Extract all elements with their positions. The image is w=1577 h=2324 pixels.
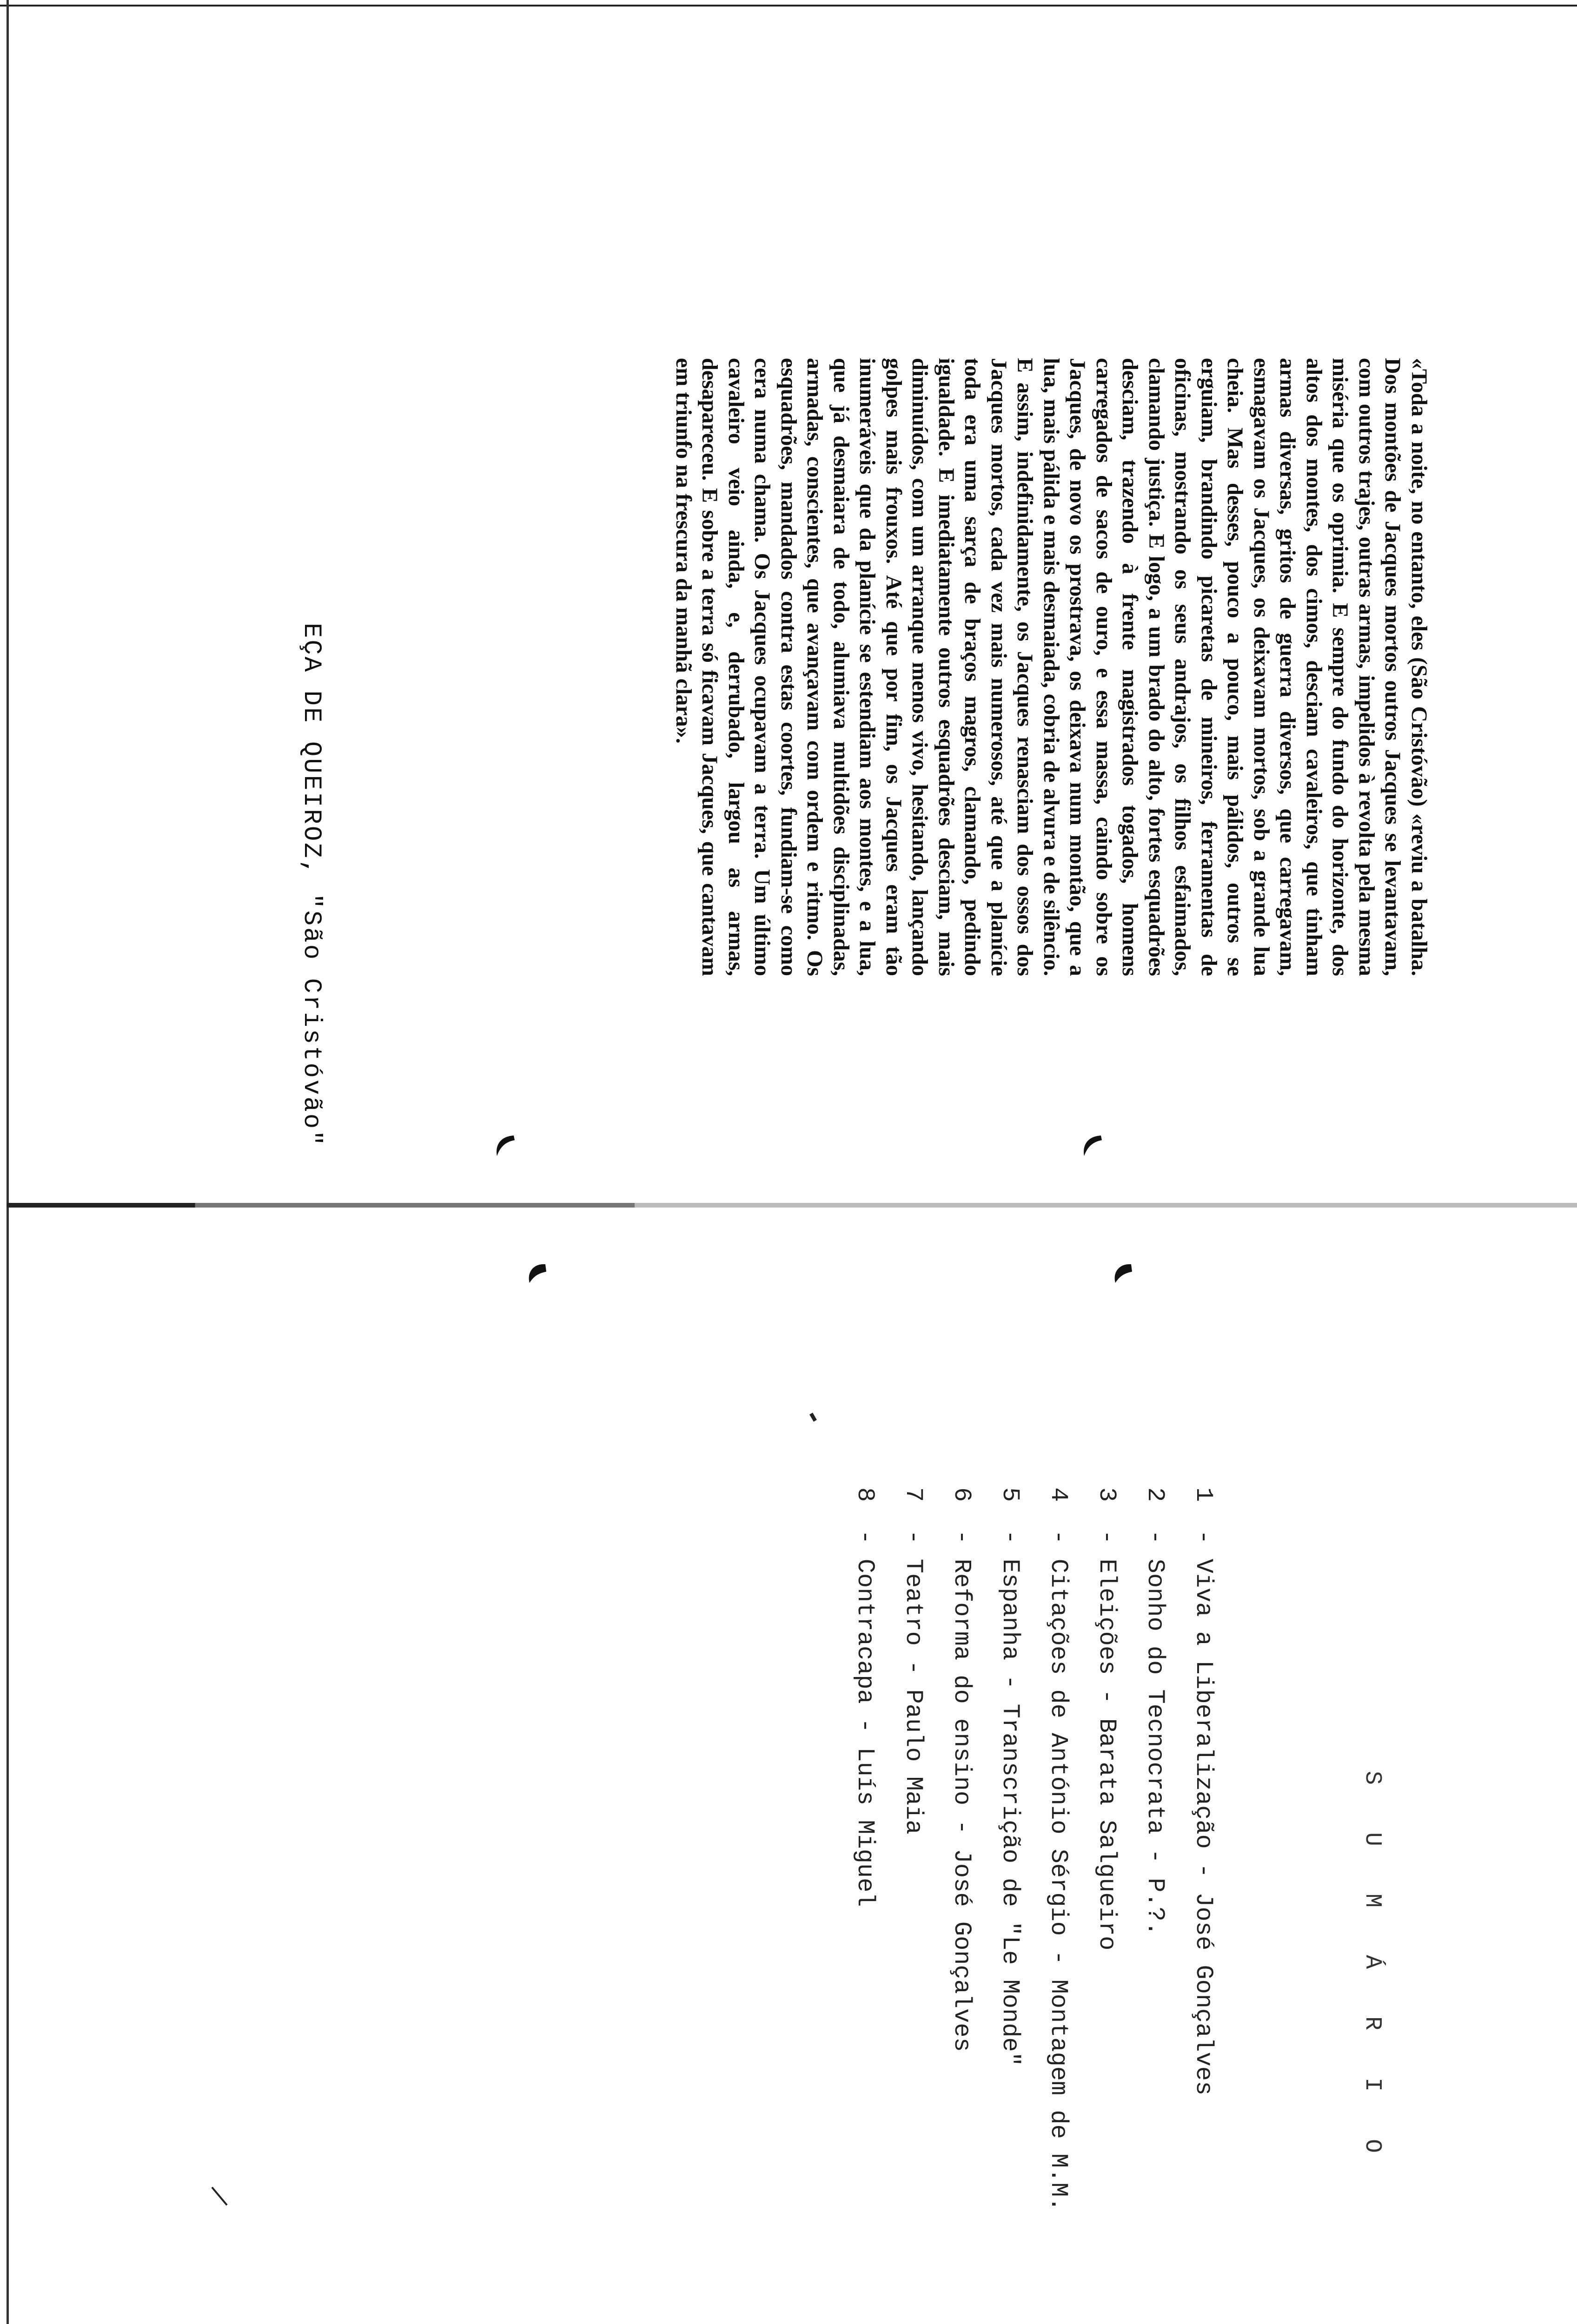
binder-hole-mark <box>523 1260 551 1287</box>
summary-item <box>841 1487 889 2324</box>
summary-item <box>889 1487 937 2324</box>
summary-item <box>986 1487 1034 2324</box>
summary-list <box>841 1487 1227 2324</box>
ink-speck <box>211 2187 227 2206</box>
summary-item <box>1179 1487 1227 2324</box>
summary-item <box>1082 1487 1131 2324</box>
summary-item-number: 1 <box>1190 1487 1217 1502</box>
summary-item-number: 4 <box>1045 1487 1072 1502</box>
summary-item-number: 2 <box>1141 1487 1169 1502</box>
summary-item <box>937 1487 986 2324</box>
summary-item-number: 7 <box>900 1487 927 1502</box>
summary-title: S U M Á R I O <box>1359 1771 1385 2170</box>
binder-hole-mark <box>1109 1260 1137 1287</box>
page-fold-line <box>7 1203 1577 1208</box>
ink-speck <box>809 1413 817 1422</box>
summary-item-number: 5 <box>996 1487 1024 1502</box>
binder-hole-mark <box>1078 1132 1106 1160</box>
summary-item-number: 8 <box>851 1487 879 1502</box>
binder-hole-mark <box>490 1132 518 1160</box>
summary-item-number: 3 <box>1093 1487 1120 1502</box>
summary-item-number: 6 <box>948 1487 975 1502</box>
summary-item-text: - Citações de António Sérgio - Montagem de M.M. <box>1045 1530 1072 2212</box>
summary-item-text: - Contracapa - Luís Miguel <box>851 1530 879 1907</box>
summary-item-text: - Espanha - Transcrição de "Le Monde" <box>996 1530 1024 2067</box>
summary-item-text: - Reforma do ensino - José Gonçalves <box>948 1530 975 2052</box>
summary-item-text: - Viva a Liberalização - José Gonçalves <box>1190 1530 1217 2096</box>
summary-item-text: - Teatro - Paulo Maia <box>900 1530 927 1835</box>
left-edge-line <box>7 0 9 2324</box>
summary-item-text: - Eleições - Barata Salgueiro <box>1093 1530 1120 1951</box>
summary-item <box>1131 1487 1179 2324</box>
top-edge-line <box>0 5 1577 7</box>
quote-attribution: EÇA DE QUEIROZ, "São Cristóvão" <box>297 623 325 1148</box>
quote-paragraph: «Toda a noite, no entanto, eles (São Cristóvão) «reviu a batalha. Dos montões de Jacques mortos outros Jacques se levantavam, com outros trajes, outras armas, impelidos à revolta pela mesma miséria que os oprimia. E sempre do fundo do horizonte, dos altos dos montes, dos cimos, desciam cavaleiros, que tinham armas diversas, gritos de guerra diversos, que carregavam, esmagavam os Jacques, os deixavam mortos, sob a grande lua cheia. Mas desses, pouco a pouco, mais pálidos, outros se erguiam, brandindo picaretas de mineiros, ferramentas de oficinas, mostrando os seus andrajos, os filhos esfaimados, clamando justiça. E logo, a um brado do alto, fortes esquadrões desciam, trazendo à frente magistrados togados, homens carregados de sacos de ouro, e essa massa, caindo sobre os Jacques, de novo os prostrava, os deixava num montão, que a lua, mais pálida e mais desmaiada, cobria de alvura e de silêncio. E assim, indefinidamente, os Jacques renasciam dos ossos dos Jacques mortos, cada vez mais numerosos, até que a planície toda era uma sarça de braços magros, clamando, pedindo igualdade. E imediatamente outros esquadrões desciam, mais diminuídos, com um arranque menos vivo, hesitando, lançando golpes mais frouxos. Até que por fim, os Jacques eram tão inumeráveis que da planície se estendiam aos montes, e a lua, que já desmaiara de todo, alumiava multidões disciplinadas, armadas, conscientes, que avançavam com ordem e ritmo. Os esquadrões, mandados contra estas coortes, fundiam-se como cera numa chama. Os Jacques ocupavam a terra. Um último cavaleiro veio ainda, e, derrubado, largou as armas, desapareceu. E sobre a terra só ficavam Jacques, que cantavam em triunfo na frescura da manhã clara». <box>671 358 1431 976</box>
summary-item <box>1034 1487 1082 2324</box>
summary-item-text: - Sonho do Tecnocrata - P.?. <box>1141 1530 1169 1936</box>
